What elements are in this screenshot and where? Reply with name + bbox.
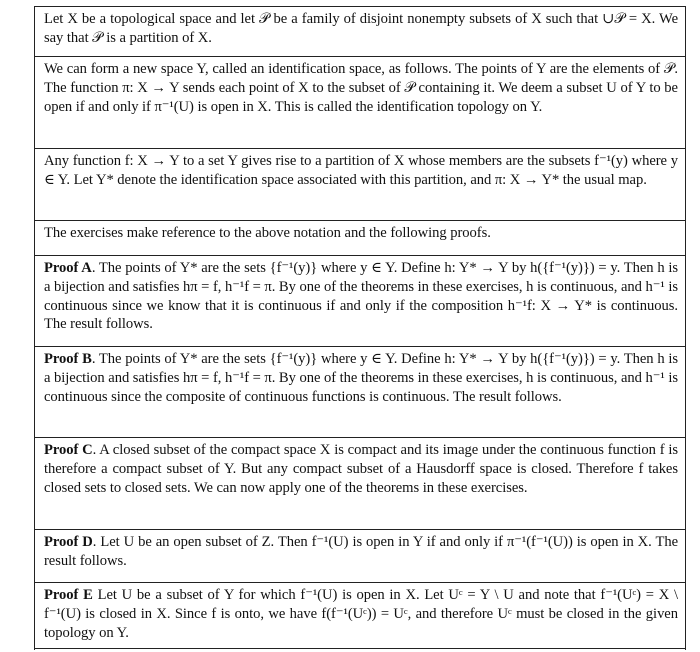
proof-d-title: Proof D [44, 534, 93, 550]
bottom-rule [34, 648, 686, 649]
paragraph-identification-space [34, 56, 686, 116]
proof-e-block [34, 582, 686, 642]
proof-e-title: Proof E [44, 587, 93, 603]
proof-d-block [34, 529, 686, 571]
proof-b-title: Proof B [44, 351, 92, 367]
paragraph-text: Let X be a topological space and let 𝒫 be a family of disjoint nonempty subsets of X such that ∪𝒫 = X. We say that 𝒫 is a partition of X. [44, 11, 678, 46]
paragraph-exercises-note [34, 220, 686, 243]
paragraph-partition-definition [34, 6, 686, 48]
paragraph-function-partition [34, 148, 686, 190]
proof-c-text: . A closed subset of the compact space X is compact and its image under the continuous function f is therefore a compact subset of Y. But any compact subset of a Hausdorff space is closed. Therefore f takes closed sets to closed sets. We can now apply one of the theorems in these exercises. [44, 442, 679, 496]
proof-c-title: Proof C [44, 442, 93, 458]
proof-b-text: . The points of Y* are the sets {f⁻¹(y)} where y ∈ Y. Define h: Y* → Y by h({f⁻¹(y)}) = y. Then h is a bijection and satisfies hπ = f, h⁻¹f = π. By one of the theorems in these exercises, h is continuous, and h⁻¹ is continuous since the composite of continuous functions is continuous. The result follows. [44, 351, 679, 405]
proof-a-text: . The points of Y* are the sets {f⁻¹(y)} where y ∈ Y. Define h: Y* → Y by h({f⁻¹(y)}) = y. Then h is a bijection and satisfies hπ = f, h⁻¹f = π. By one of the theorems in these exercises, h is continuous, and h⁻¹ is continuous since we know that it is continuous if and only if the composition h⁻¹f: X → Y* is continuous. The result follows. [44, 260, 679, 333]
proof-c-block [34, 437, 686, 497]
proof-b-block [34, 346, 686, 406]
proof-e-text: Let U be a subset of Y for which f⁻¹(U) is open in X. Let Uᶜ = Y \ U and note that f⁻¹(Uᶜ) = X \ f⁻¹(U) is closed in X. Since f is onto, we have f(f⁻¹(Uᶜ)) = Uᶜ, and therefore Uᶜ must be closed in the given topology on Y. [44, 587, 678, 641]
paragraph-text: We can form a new space Y, called an identification space, as follows. The points of Y are the elements of 𝒫. The function π: X → Y sends each point of X to the subset of 𝒫 containing it. We deem a subset U of Y to be open if and only if π⁻¹(U) is open in X. This is called the identification topology on Y. [44, 61, 678, 115]
proof-a-block [34, 255, 686, 334]
paragraph-text: The exercises make reference to the above notation and the following proofs. [44, 225, 491, 241]
proof-d-text: . Let U be an open subset of Z. Then f⁻¹(U) is open in Y if and only if π⁻¹(f⁻¹(U)) is open in X. The result follows. [44, 534, 679, 569]
paragraph-text: Any function f: X → Y to a set Y gives rise to a partition of X whose members are the subsets f⁻¹(y) where y ∈ Y. Let Y* denote the identification space associated with this partition, and π: X → Y* the usual map. [44, 153, 678, 188]
proof-a-title: Proof A [44, 260, 92, 276]
